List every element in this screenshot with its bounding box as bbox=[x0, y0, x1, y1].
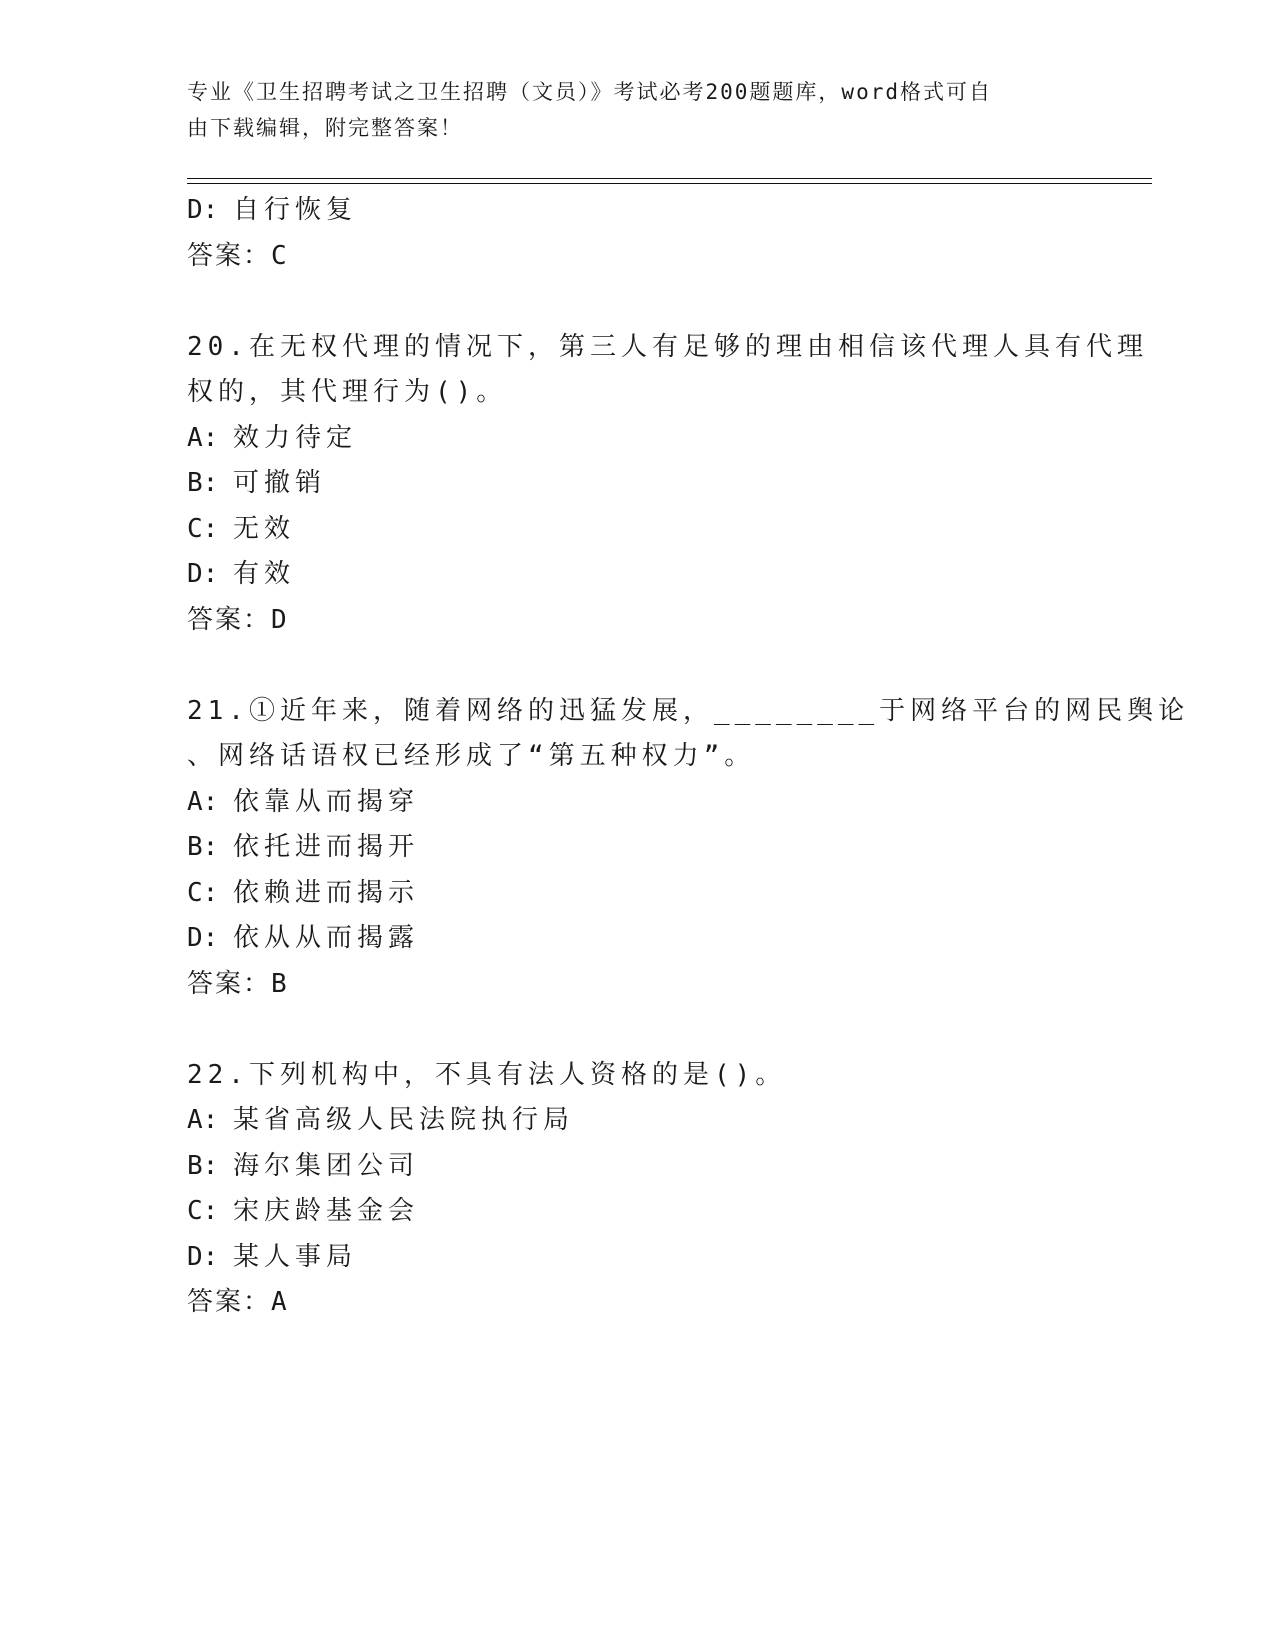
option-text: 宋庆龄基金会 bbox=[233, 1196, 420, 1226]
option-text: 有效 bbox=[233, 559, 296, 589]
question-text-line-2: 、网络话语权已经形成了“第五种权力”。 bbox=[187, 741, 756, 771]
option-text: 依托进而揭开 bbox=[233, 832, 420, 862]
option-letter: B: bbox=[187, 468, 219, 498]
option-letter: A: bbox=[187, 422, 219, 453]
header-line-1: 专业《卫生招聘考试之卫生招聘（文员）》考试必考200题题库，word格式可自 bbox=[187, 80, 992, 104]
option-text: 可撤销 bbox=[233, 468, 327, 498]
option-a bbox=[187, 416, 1087, 462]
question-text-line-1: 22.下列机构中，不具有法人资格的是()。 bbox=[187, 1059, 787, 1090]
option-text: 某省高级人民法院执行局 bbox=[233, 1105, 575, 1135]
option-a bbox=[187, 780, 1087, 826]
question-22 bbox=[187, 1053, 1087, 1326]
option-letter: D: bbox=[187, 923, 219, 953]
header-rule-top bbox=[187, 178, 1152, 179]
answer-line: 答案：C bbox=[187, 240, 289, 271]
header-rule-bottom bbox=[187, 183, 1152, 184]
option-b bbox=[187, 461, 1087, 507]
document-body bbox=[187, 188, 1190, 1326]
question-19-tail bbox=[187, 188, 1087, 279]
option-b bbox=[187, 825, 1087, 871]
option-letter: A: bbox=[187, 786, 219, 817]
question-text-line-1: 21.①近年来，随着网络的迅猛发展，________于网络平台的网民舆论 bbox=[187, 695, 1190, 726]
spacer bbox=[187, 643, 1087, 689]
option-letter: D: bbox=[187, 559, 219, 589]
option-text: 依靠从而揭穿 bbox=[233, 786, 420, 817]
option-letter: D: bbox=[187, 195, 219, 225]
option-letter: C: bbox=[187, 1196, 219, 1226]
option-text: 海尔集团公司 bbox=[233, 1150, 420, 1181]
option-letter: B: bbox=[187, 832, 219, 862]
option-text: 无效 bbox=[233, 513, 296, 544]
option-d bbox=[187, 552, 1087, 598]
answer-line: 答案：B bbox=[187, 968, 289, 999]
question-text-line-2: 权的，其代理行为()。 bbox=[187, 377, 508, 407]
option-b bbox=[187, 1144, 1087, 1190]
spacer bbox=[187, 1007, 1087, 1053]
option-a bbox=[187, 1098, 1087, 1144]
question-21 bbox=[187, 689, 1190, 1008]
header-line-2: 由下载编辑，附完整答案！ bbox=[187, 116, 463, 140]
option-letter: C: bbox=[187, 513, 219, 544]
option-text: 效力待定 bbox=[233, 422, 358, 453]
answer-line: 答案：D bbox=[187, 604, 289, 635]
option-c bbox=[187, 871, 1087, 917]
option-letter: B: bbox=[187, 1150, 219, 1181]
option-d bbox=[187, 916, 1087, 962]
option-c bbox=[187, 507, 1087, 553]
option-d bbox=[187, 1235, 1087, 1281]
option-letter: C: bbox=[187, 877, 219, 908]
option-text: 自行恢复 bbox=[233, 195, 358, 225]
option-text: 依赖进而揭示 bbox=[233, 877, 420, 908]
answer-line: 答案：A bbox=[187, 1287, 289, 1317]
option-letter: D: bbox=[187, 1241, 219, 1272]
option-d bbox=[187, 188, 1087, 234]
option-text: 某人事局 bbox=[233, 1241, 358, 1272]
spacer bbox=[187, 279, 1087, 325]
option-text: 依从从而揭露 bbox=[233, 923, 420, 953]
page-header bbox=[187, 74, 1087, 146]
question-20 bbox=[187, 325, 1148, 644]
question-text-line-1: 20.在无权代理的情况下，第三人有足够的理由相信该代理人具有代理 bbox=[187, 331, 1148, 362]
option-c bbox=[187, 1189, 1087, 1235]
option-letter: A: bbox=[187, 1105, 219, 1135]
